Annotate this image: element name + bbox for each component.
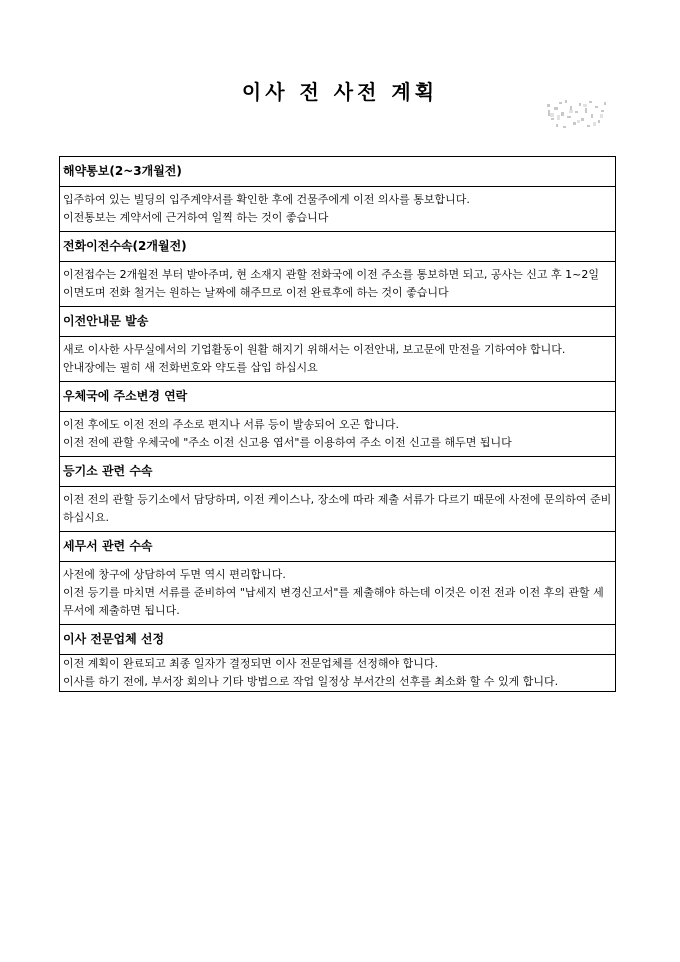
body-line: 이전 전에 관할 우체국에 "주소 이전 신고용 엽서"를 이용하여 주소 이전 신고를 해두면 됩니다 <box>63 436 512 449</box>
section-heading: 이사 전문업체 선정 <box>60 625 616 655</box>
body-line: 이전접수는 2개월전 부터 받아주며, 현 소재지 관할 전화국에 이전 주소를 통보하면 되고, 공사는 신고 후 1~2일 이면도며 전화 철거는 원하는 날짜에 해주므로 이전 완료후에 하는 것이 좋습니다 <box>63 268 599 299</box>
section-body <box>60 487 616 532</box>
stamp-mark <box>545 98 609 132</box>
section-heading-row <box>60 532 616 562</box>
body-line: 이사를 하기 전에, 부서장 회의나 기타 방법으로 작업 일정상 부서간의 선후를 최소화 할 수 있게 합니다. <box>63 675 559 688</box>
section-heading-row <box>60 232 616 262</box>
section-heading: 우체국에 주소변경 연락 <box>60 382 616 412</box>
section-heading-row <box>60 307 616 337</box>
section-body-row <box>60 655 616 692</box>
plan-table <box>59 156 616 692</box>
section-heading: 등기소 관련 수속 <box>60 457 616 487</box>
body-line: 안내장에는 필히 새 전화번호와 약도를 삽입 하십시요 <box>63 361 318 374</box>
section-heading: 세무서 관련 수속 <box>60 532 616 562</box>
section-body-row <box>60 562 616 625</box>
section-heading: 전화이전수속(2개월전) <box>60 232 616 262</box>
body-line: 새로 이사한 사무실에서의 기업활동이 원활 해지기 위해서는 이전안내, 보고문에 만전을 기하여야 합니다. <box>63 343 566 356</box>
body-line: 이전 등기를 마치면 서류를 준비하여 "납세지 변경신고서"를 제출해야 하는데 이것은 이전 전과 이전 후의 관할 세무서에 제출하면 됩니다. <box>63 586 604 617</box>
section-body-row <box>60 262 616 307</box>
page-title: 이사 전 사전 계획 <box>241 80 439 104</box>
body-line: 이전 전의 관할 등기소에서 담당하며, 이전 케이스나, 장소에 따라 제출 서류가 다르기 때문에 사전에 문의하여 준비 하십시요. <box>63 493 612 524</box>
section-heading: 해약통보(2~3개월전) <box>60 157 616 187</box>
section-body <box>60 412 616 457</box>
section-body-row <box>60 412 616 457</box>
section-body <box>60 187 616 232</box>
body-line: 사전에 창구에 상담하여 두면 역시 편리합니다. <box>63 568 286 581</box>
section-heading-row <box>60 157 616 187</box>
body-line: 이전 후에도 이전 전의 주소로 편지나 서류 등이 발송되어 오곤 합니다. <box>63 418 399 431</box>
section-heading-row <box>60 625 616 655</box>
section-body-row <box>60 187 616 232</box>
body-line: 이전통보는 계약서에 근거하여 일찍 하는 것이 좋습니다 <box>63 211 329 224</box>
section-body <box>60 262 616 307</box>
section-body-row <box>60 487 616 532</box>
section-body <box>60 562 616 625</box>
section-body <box>60 337 616 382</box>
section-heading: 이전안내문 발송 <box>60 307 616 337</box>
section-heading-row <box>60 382 616 412</box>
body-line: 입주하여 있는 빌딩의 입주계약서를 확인한 후에 건물주에게 이전 의사를 통보합니다. <box>63 193 470 206</box>
section-body-row <box>60 337 616 382</box>
section-body <box>60 655 616 692</box>
section-heading-row <box>60 457 616 487</box>
body-line: 이전 계획이 완료되고 최종 일자가 결정되면 이사 전문업체를 선정해야 합니다. <box>63 657 438 670</box>
